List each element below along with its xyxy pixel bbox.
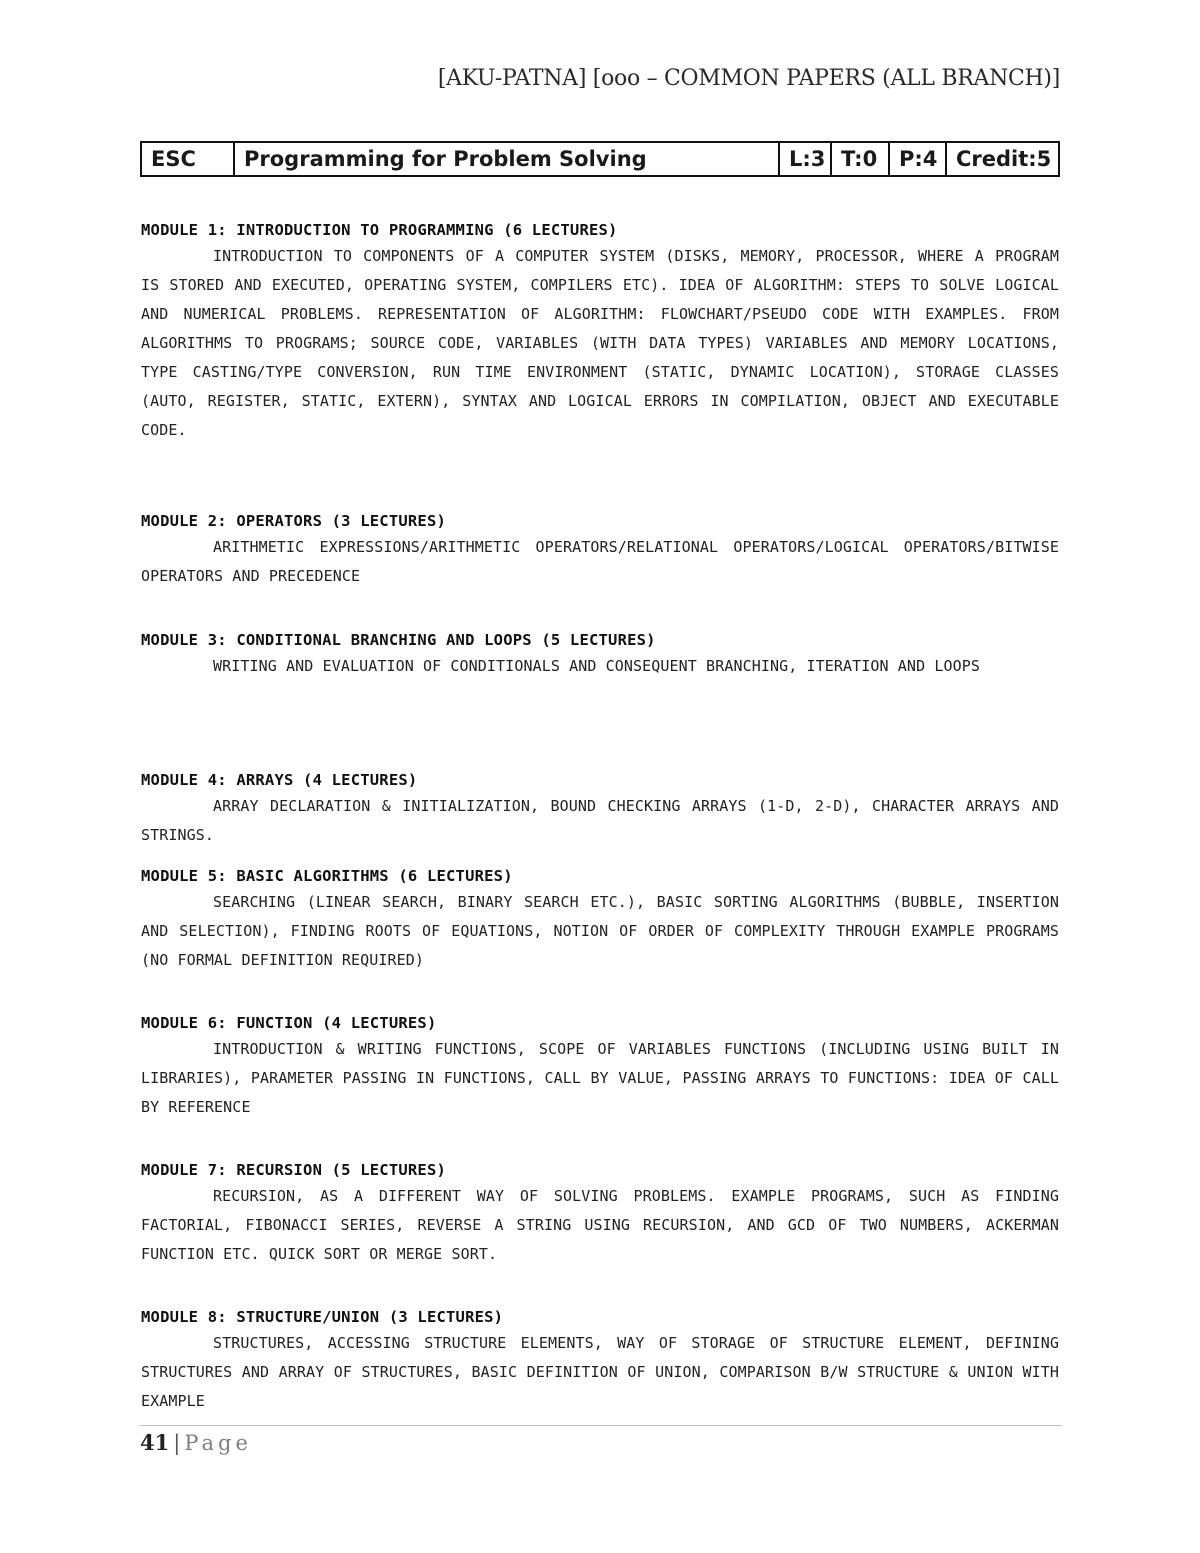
module-heading: MODULE 1: INTRODUCTION TO PROGRAMMING (6 LECTURES) (141, 221, 618, 239)
footer-separator: | (173, 1431, 181, 1455)
practical-hours-cell: P:4 (889, 142, 946, 176)
course-info-table (140, 141, 1060, 177)
course-info-row (141, 142, 1059, 176)
module-heading: MODULE 5: BASIC ALGORITHMS (6 LECTURES) (141, 867, 513, 885)
module-8 (141, 1305, 1059, 1416)
module-body: STRUCTURES, ACCESSING STRUCTURE ELEMENTS, WAY OF STORAGE OF STRUCTURE ELEMENT, DEFINING STRUCTURES AND ARRAY OF STRUCTURES, BASIC DEFINITION OF UNION, COMPARISON B/W STRUCTURE & UNION WITH EXAMPLE (141, 1334, 1059, 1410)
module-2 (141, 509, 1059, 591)
course-title-cell: Programming for Problem Solving (234, 142, 779, 176)
module-body: INTRODUCTION & WRITING FUNCTIONS, SCOPE OF VARIABLES FUNCTIONS (INCLUDING USING BUILT IN LIBRARIES), PARAMETER PASSING IN FUNCTIONS, CALL BY VALUE, PASSING ARRAYS TO FUNCTIONS: IDEA OF CALL BY REFERENCE (141, 1040, 1059, 1116)
page-header-title: [AKU-PATNA] [ooo – COMMON PAPERS (ALL BRANCH)] (437, 66, 1060, 91)
module-4 (141, 768, 1059, 850)
tutorial-hours-cell: T:0 (831, 142, 889, 176)
module-heading: MODULE 2: OPERATORS (3 LECTURES) (141, 512, 447, 530)
module-7 (141, 1158, 1059, 1269)
module-3 (141, 628, 1059, 681)
module-heading: MODULE 4: ARRAYS (4 LECTURES) (141, 771, 418, 789)
lecture-hours-cell: L:3 (779, 142, 831, 176)
module-1 (141, 218, 1059, 445)
credit-cell: Credit:5 (946, 142, 1059, 176)
page-label: Page (184, 1431, 252, 1455)
module-body: INTRODUCTION TO COMPONENTS OF A COMPUTER SYSTEM (DISKS, MEMORY, PROCESSOR, WHERE A PROGRAM IS STORED AND EXECUTED, OPERATING SYSTEM, COMPILERS ETC). IDEA OF ALGORITHM: STEPS TO SOLVE LOGICAL AND NUMERICAL PROBLEMS. REPRESENTATION OF ALGORITHM: FLOWCHART/PSEUDO CODE WITH EXAMPLES. FROM ALGORITHMS TO PROGRAMS; SOURCE CODE, VARIABLES (WITH DATA TYPES) VARIABLES AND MEMORY LOCATIONS, TYPE CASTING/TYPE CONVERSION, RUN TIME ENVIRONMENT (STATIC, DYNAMIC LOCATION), STORAGE CLASSES (AUTO, REGISTER, STATIC, EXTERN), SYNTAX AND LOGICAL ERRORS IN COMPILATION, OBJECT AND EXECUTABLE CODE. (141, 247, 1059, 439)
module-body: WRITING AND EVALUATION OF CONDITIONALS AND CONSEQUENT BRANCHING, ITERATION AND LOOPS (213, 657, 980, 675)
module-body: ARITHMETIC EXPRESSIONS/ARITHMETIC OPERATORS/RELATIONAL OPERATORS/LOGICAL OPERATORS/BITWISE OPERATORS AND PRECEDENCE (141, 538, 1059, 585)
module-body: SEARCHING (LINEAR SEARCH, BINARY SEARCH ETC.), BASIC SORTING ALGORITHMS (BUBBLE, INSERTION AND SELECTION), FINDING ROOTS OF EQUATIONS, NOTION OF ORDER OF COMPLEXITY THROUGH EXAMPLE PROGRAMS (NO FORMAL DEFINITION REQUIRED) (141, 893, 1059, 969)
module-5 (141, 864, 1059, 975)
module-heading: MODULE 6: FUNCTION (4 LECTURES) (141, 1014, 437, 1032)
module-heading: MODULE 3: CONDITIONAL BRANCHING AND LOOPS (5 LECTURES) (141, 631, 656, 649)
module-heading: MODULE 7: RECURSION (5 LECTURES) (141, 1161, 447, 1179)
module-heading: MODULE 8: STRUCTURE/UNION (3 LECTURES) (141, 1308, 504, 1326)
module-body: RECURSION, AS A DIFFERENT WAY OF SOLVING PROBLEMS. EXAMPLE PROGRAMS, SUCH AS FINDING FACTORIAL, FIBONACCI SERIES, REVERSE A STRING USING RECURSION, AND GCD OF TWO NUMBERS, ACKERMAN FUNCTION ETC. QUICK SORT OR MERGE SORT. (141, 1187, 1059, 1263)
module-6 (141, 1011, 1059, 1122)
page-footer (140, 1425, 1062, 1455)
course-category-cell: ESC (141, 142, 234, 176)
module-body: ARRAY DECLARATION & INITIALIZATION, BOUND CHECKING ARRAYS (1-D, 2-D), CHARACTER ARRAYS AND STRINGS. (141, 797, 1059, 844)
page-number: 41 (140, 1430, 170, 1455)
